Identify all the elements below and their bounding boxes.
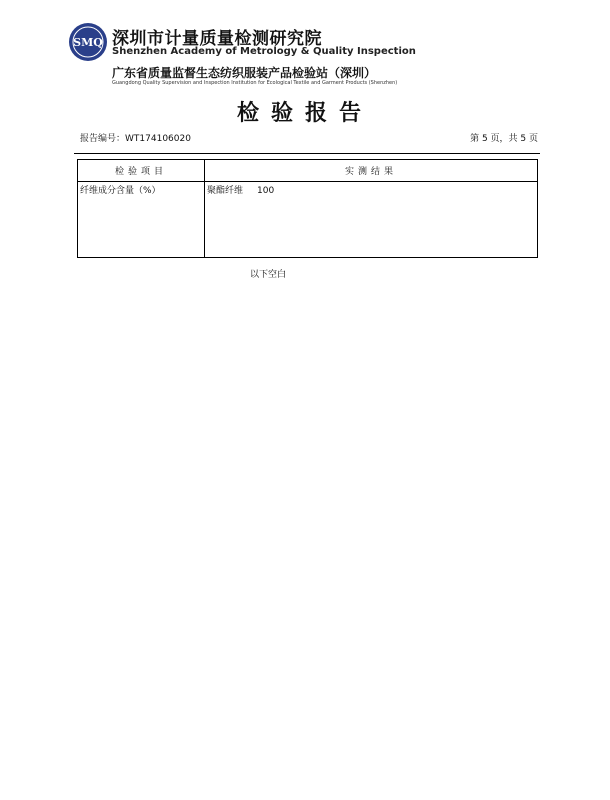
results-table [77, 159, 538, 258]
org-name-cn: 深圳市计量质量检测研究院 [112, 29, 322, 49]
smq-logo [68, 22, 108, 62]
report-title: 检验报告 [236, 101, 373, 126]
svg-text:SMQ: SMQ [73, 36, 103, 49]
page-info: 第 5 页，共 5 页 [470, 134, 538, 144]
table-header-row [78, 160, 538, 182]
test-item-text: 纤维成分含量（%） [80, 186, 161, 196]
cell-test-result [205, 182, 538, 258]
result-value: 100 [257, 186, 275, 196]
report-header [68, 22, 548, 92]
table-row [78, 182, 538, 258]
report-number-value: WT174106020 [125, 134, 191, 144]
org-name-en: Shenzhen Academy of Metrology & Quality Inspection [112, 46, 416, 57]
blank-below-note: 以下空白 [250, 270, 287, 280]
station-name-en: Guangdong Quality Supervision and Inspection Institution for Ecological Textile and Garment Products (Shenzhen) [112, 80, 398, 86]
station-name-cn: 广东省质量监督生态纺织服装产品检验站（深圳） [112, 66, 377, 80]
result-fiber-name: 聚酯纤维 [207, 186, 244, 196]
header-test-result: 实测结果 [205, 160, 538, 182]
report-number [80, 131, 191, 144]
cell-test-item [78, 182, 205, 258]
header-divider [74, 153, 540, 154]
report-number-label: 报告编号： [80, 134, 126, 144]
header-test-item: 检验项目 [78, 160, 205, 182]
